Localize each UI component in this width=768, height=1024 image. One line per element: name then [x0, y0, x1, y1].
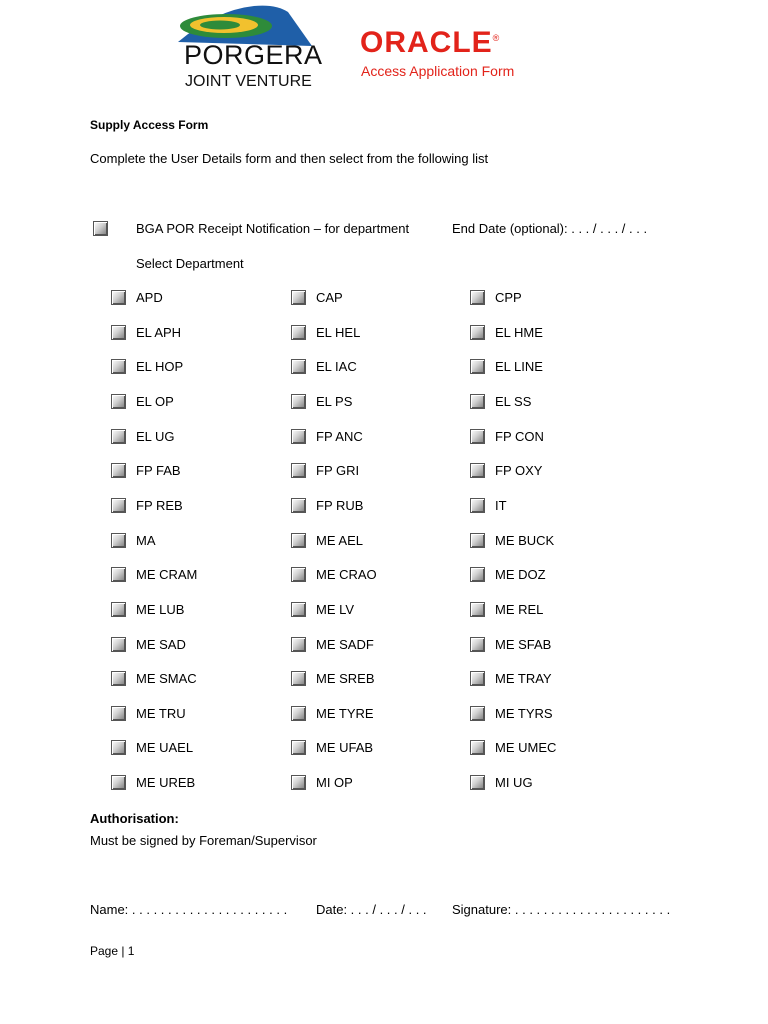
signature-field[interactable]: Signature: . . . . . . . . . . . . . . . . . . . . . . — [452, 902, 671, 917]
department-checkbox[interactable] — [470, 394, 485, 409]
department-option[interactable] — [470, 775, 640, 795]
department-checkbox[interactable] — [291, 637, 306, 652]
department-option[interactable] — [111, 706, 281, 726]
department-label: CAP — [316, 290, 343, 305]
registered-mark: ® — [492, 33, 501, 43]
department-label: EL PS — [316, 393, 353, 409]
oracle-logo — [360, 26, 500, 60]
department-option[interactable] — [470, 671, 640, 691]
department-option[interactable] — [291, 498, 461, 518]
department-label: ME LUB — [136, 601, 185, 617]
department-checkbox[interactable] — [111, 290, 126, 305]
department-label: ME SADF — [316, 636, 374, 652]
department-option[interactable] — [470, 533, 640, 553]
department-checkbox[interactable] — [111, 602, 126, 617]
department-label: ME UAEL — [136, 740, 194, 756]
department-option[interactable] — [291, 533, 461, 553]
department-checkbox[interactable] — [470, 740, 485, 755]
department-option[interactable] — [291, 290, 461, 310]
department-option[interactable] — [470, 325, 640, 345]
department-option[interactable] — [470, 637, 640, 657]
department-checkbox[interactable] — [111, 359, 126, 374]
department-option[interactable] — [111, 740, 281, 760]
department-label: MI OP — [316, 775, 353, 791]
department-option[interactable] — [291, 775, 461, 795]
bga-por-checkbox[interactable] — [93, 221, 108, 236]
department-label: ME SREB — [316, 671, 375, 687]
department-checkbox[interactable] — [111, 429, 126, 444]
department-checkbox[interactable] — [470, 290, 485, 305]
form-title: Supply Access Form — [90, 118, 209, 132]
department-checkbox[interactable] — [291, 706, 306, 721]
department-checkbox[interactable] — [470, 463, 485, 478]
department-checkbox[interactable] — [291, 602, 306, 617]
department-label: EL IAC — [316, 359, 357, 375]
department-label: EL SS — [495, 393, 532, 409]
department-checkbox[interactable] — [470, 359, 485, 374]
department-checkbox[interactable] — [291, 567, 306, 582]
department-label: ME SMAC — [136, 671, 197, 687]
department-checkbox[interactable] — [291, 498, 306, 513]
department-checkbox[interactable] — [291, 429, 306, 444]
department-label: FP ANC — [316, 428, 363, 444]
department-option[interactable] — [291, 567, 461, 587]
department-option[interactable] — [111, 290, 281, 310]
page-number: Page | 1 — [90, 944, 135, 958]
department-option[interactable] — [111, 637, 281, 657]
department-option[interactable] — [470, 429, 640, 449]
department-checkbox[interactable] — [470, 602, 485, 617]
department-label: FP CON — [495, 428, 544, 444]
department-checkbox[interactable] — [291, 775, 306, 790]
department-label: CPP — [495, 290, 522, 305]
department-checkbox[interactable] — [470, 706, 485, 721]
department-label: EL OP — [136, 393, 174, 409]
department-label: EL HOP — [136, 359, 184, 375]
department-label: ME SFAB — [495, 636, 552, 652]
department-label: ME CRAM — [136, 567, 198, 583]
department-label: FP FAB — [136, 463, 181, 479]
department-label: ME UREB — [136, 775, 196, 791]
department-option[interactable] — [111, 567, 281, 587]
department-option[interactable] — [470, 463, 640, 483]
department-label: ME TYRS — [495, 705, 553, 721]
department-option[interactable] — [111, 602, 281, 622]
department-label: APD — [136, 290, 163, 305]
department-label: ME TRAY — [495, 671, 552, 687]
department-checkbox[interactable] — [470, 775, 485, 790]
department-label: ME TRU — [136, 705, 186, 721]
department-label: FP GRI — [316, 463, 360, 479]
department-option[interactable] — [111, 671, 281, 691]
department-option[interactable] — [111, 325, 281, 345]
form-instructions: Complete the User Details form and then select from the following list — [90, 151, 489, 166]
form-subtitle: Access Application Form — [361, 63, 515, 79]
department-checkbox[interactable] — [470, 498, 485, 513]
department-label: MI UG — [495, 775, 533, 791]
department-option[interactable] — [470, 706, 640, 726]
department-option[interactable] — [291, 637, 461, 657]
department-label: FP OXY — [495, 463, 543, 479]
name-field[interactable]: Name: . . . . . . . . . . . . . . . . . . . . . . — [90, 902, 288, 917]
department-option[interactable] — [111, 359, 281, 379]
department-label: EL HEL — [316, 324, 361, 340]
department-label: ME BUCK — [495, 532, 555, 548]
department-option[interactable] — [470, 498, 640, 518]
porgera-subtitle: JOINT VENTURE — [185, 73, 312, 90]
department-checkbox[interactable] — [111, 740, 126, 755]
department-option[interactable] — [470, 740, 640, 760]
department-checkbox[interactable] — [111, 775, 126, 790]
department-checkbox[interactable] — [291, 533, 306, 548]
department-checkbox[interactable] — [111, 394, 126, 409]
date-field[interactable]: Date: . . . / . . . / . . . — [316, 902, 427, 917]
department-checkbox[interactable] — [291, 359, 306, 374]
porgera-wordmark: PORGERA — [184, 40, 323, 70]
department-label: ME UMEC — [495, 740, 557, 756]
department-option[interactable] — [291, 394, 461, 414]
department-label: MA — [136, 532, 156, 548]
porgera-logo — [176, 2, 323, 94]
department-option[interactable] — [470, 602, 640, 622]
department-checkbox[interactable] — [291, 325, 306, 340]
authorisation-note: Must be signed by Foreman/Supervisor — [90, 833, 317, 848]
department-label: ME LV — [316, 601, 355, 617]
department-option[interactable] — [291, 706, 461, 726]
department-checkbox[interactable] — [291, 394, 306, 409]
department-option[interactable] — [470, 290, 640, 310]
department-option[interactable] — [291, 429, 461, 449]
department-option[interactable] — [291, 325, 461, 345]
department-label: FP REB — [136, 497, 183, 513]
department-option[interactable] — [291, 602, 461, 622]
end-date-field[interactable]: End Date (optional): . . . / . . . / . . . — [452, 221, 648, 236]
department-label: EL LINE — [495, 359, 543, 375]
department-option[interactable] — [111, 394, 281, 414]
department-option[interactable] — [291, 671, 461, 691]
department-checkbox[interactable] — [291, 740, 306, 755]
department-option[interactable] — [470, 567, 640, 587]
department-checkbox[interactable] — [470, 429, 485, 444]
department-checkbox[interactable] — [470, 325, 485, 340]
department-checkbox[interactable] — [111, 671, 126, 686]
department-option[interactable] — [111, 463, 281, 483]
department-checkbox[interactable] — [111, 637, 126, 652]
department-label: EL UG — [136, 428, 175, 444]
department-checkbox[interactable] — [291, 671, 306, 686]
department-option[interactable] — [111, 533, 281, 553]
department-label: ME UFAB — [316, 740, 374, 756]
department-checkbox[interactable] — [111, 325, 126, 340]
department-checkbox[interactable] — [470, 567, 485, 582]
select-department-label: Select Department — [136, 256, 244, 271]
department-label: ME SAD — [136, 636, 186, 652]
bga-por-label: BGA POR Receipt Notification – for department — [136, 221, 410, 236]
department-checkbox[interactable] — [111, 706, 126, 721]
oracle-wordmark: ORACLE — [360, 26, 493, 59]
department-checkbox[interactable] — [291, 290, 306, 305]
department-checkbox[interactable] — [470, 671, 485, 686]
department-checkbox[interactable] — [470, 637, 485, 652]
department-option[interactable] — [111, 498, 281, 518]
department-label: FP RUB — [316, 497, 364, 513]
department-option[interactable] — [111, 429, 281, 449]
department-option[interactable] — [470, 359, 640, 379]
department-label: EL HME — [495, 324, 543, 340]
department-option[interactable] — [291, 463, 461, 483]
department-label: IT — [495, 497, 507, 513]
authorisation-heading: Authorisation: — [90, 811, 179, 826]
department-checkbox[interactable] — [291, 463, 306, 478]
department-checkbox[interactable] — [111, 463, 126, 478]
department-label: ME DOZ — [495, 567, 546, 583]
department-label: ME TYRE — [316, 705, 374, 721]
department-option[interactable] — [111, 775, 281, 795]
department-label: ME CRAO — [316, 567, 377, 583]
department-checkbox[interactable] — [470, 533, 485, 548]
department-option[interactable] — [470, 394, 640, 414]
department-checkbox[interactable] — [111, 567, 126, 582]
department-option[interactable] — [291, 359, 461, 379]
department-label: ME REL — [495, 601, 544, 617]
department-checkbox[interactable] — [111, 533, 126, 548]
department-label: EL APH — [136, 324, 182, 340]
department-option[interactable] — [291, 740, 461, 760]
department-label: ME AEL — [316, 532, 363, 548]
department-checkbox[interactable] — [111, 498, 126, 513]
